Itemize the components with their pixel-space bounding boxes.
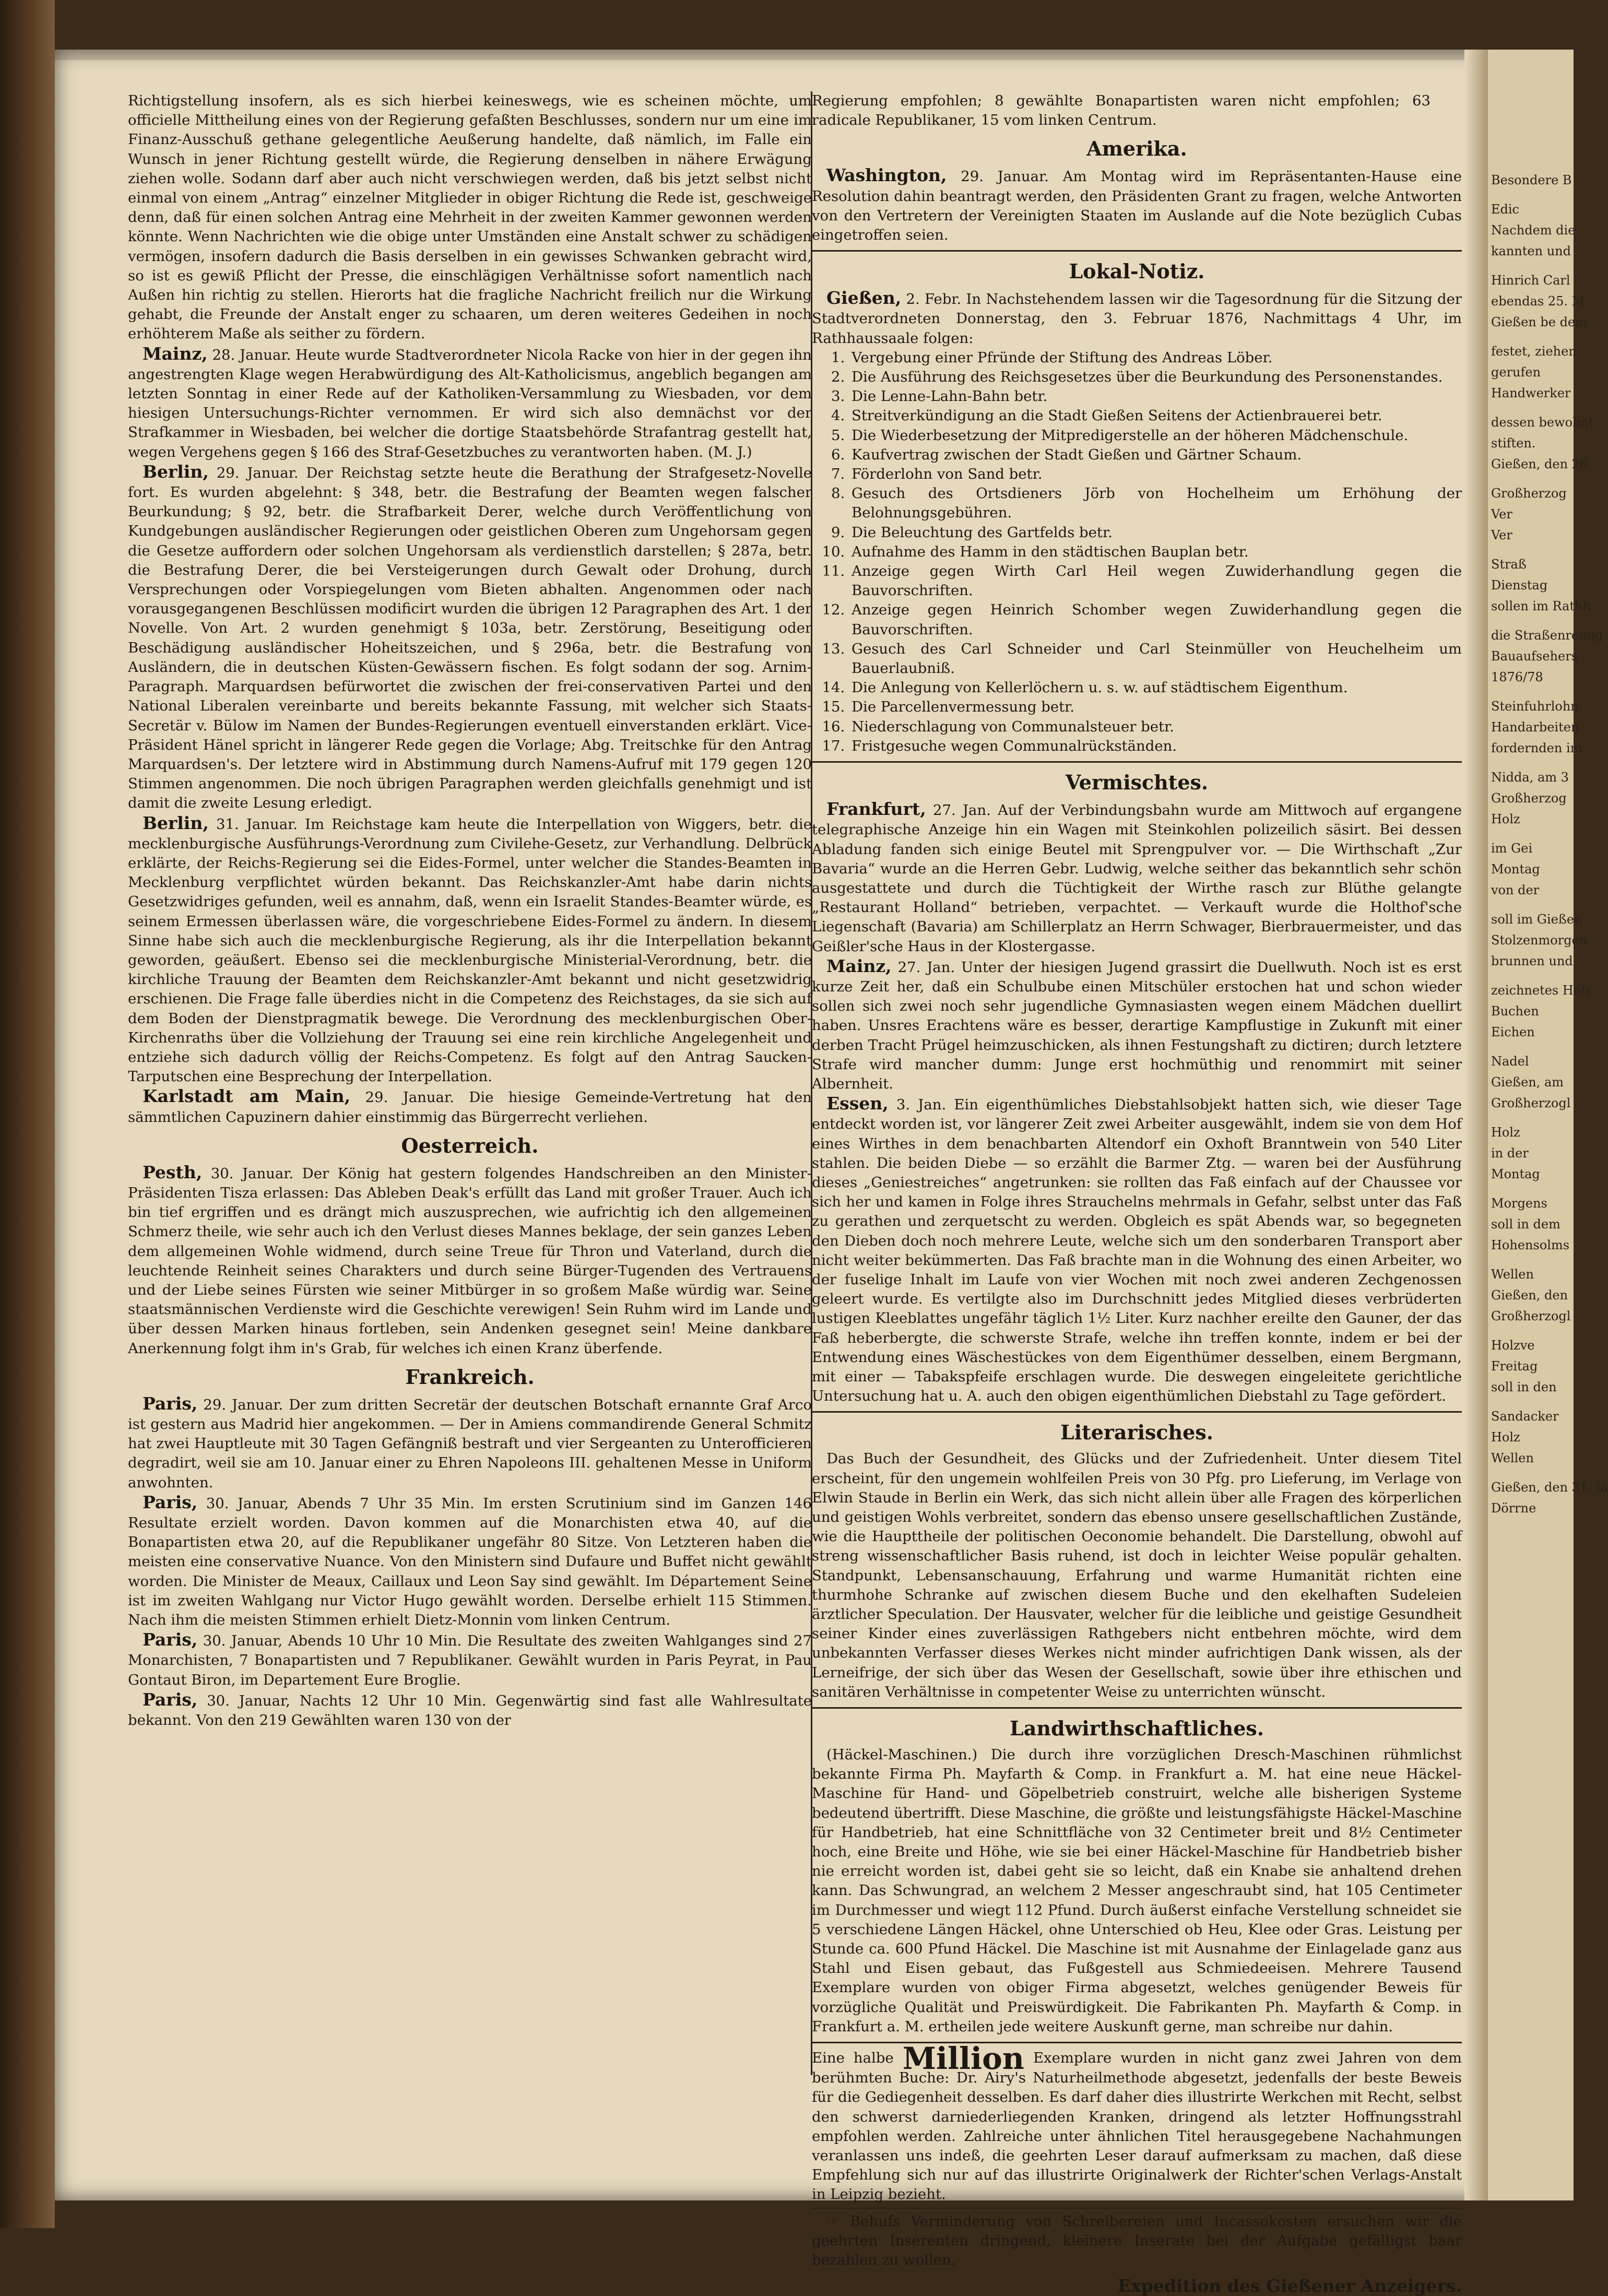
adjacent-text-line: Großherzogl xyxy=(1491,1096,1571,1110)
section-rule xyxy=(812,1707,1462,1709)
article-body: 27. Jan. Auf der Verbindungsbahn wurde am Mittwoch auf ergangene telegraphische Anzeige hin ein Wagen mit Steinkohlen polizeilich säsirt. Bei dessen Abladung fanden sich einige Beutel mit Sprengpulver vor. — Die Wirthschaft „Zur Bavaria“ wurde an die Herren Gebr. Ludwig, welche seither das bekanntlich sehr schön ausgestattete und durch die Tüchtigkeit der Wirthe rasch zur Blüthe gelangte „Restaurant Holland“ betrieben, verpachtet. — Verkauft wurde die Holthof'sche Liegenschaft (Bavaria) am Schillerplatz an Herrn Schwager, Bierbrauermeister, und das Geißler'sche Haus in der Klostergasse. xyxy=(812,802,1462,955)
agenda-item: 16. Niederschlagung von Communalsteuer betr. xyxy=(849,717,1462,737)
ad-body: Behufs Verminderung von Schreibereien und Incassokosten ersuchen wir die geehrten Inserenten dringend, kleinere Inserate bei der Aufgabe gefälligst baar bezahlen zu wollen. xyxy=(812,2212,1462,2268)
adjacent-text-line: von der xyxy=(1491,883,1540,897)
section-heading-literarisches: Literarisches. xyxy=(1060,1421,1213,1445)
dateline-pesth: Pesth, xyxy=(143,1162,203,1182)
article-literature: Das Buch der Gesundheit, des Glücks und der Zufriedenheit. Unter diesem Titel erscheint, für den ungemein wohlfeilen Preis von 30 Pfg. pro Lieferung, im Verlage von Elwin Staude in Berlin ein Werk, das sich nicht allein über alle Fragen des körperlichen und geistigen Wohls verbreitet, sondern das ebenso unsere gesellschaftlichen Zustände, wie die Haupttheile der politischen Oeconomie behandelt. Die Darstellung, obwohl auf streng wissenschaftlicher Basis ruhend, ist doch in leichter Weise populär gehalten. Standpunkt, Lebensanschauung, Erfahrung und warme Humanität richten eine thurmhohe Schranke auf zwischen diesem Buche und den ekelhaften Sudeleien ärztlicher Speculation. Der Hausvater, welcher für die leibliche und geistige Gesundheit seiner Kinder eines zuverlässigen Rathgebers nicht entbehren möchte, wird dem unbekannten Verfasser dieses Werkes nicht minder aufrichtigen Dank wissen, als der Lerneifrige, der sich über das Wesen der Gesellschaft, sowie über ihre ethischen und sanitären Verhältnisse in competenter Weise zu unterrichten wünscht. xyxy=(812,1450,1462,1700)
article-continuation: Richtigstellung insofern, als es sich hierbei keineswegs, wie es scheinen möchte, um officielle Mittheilung eines von der Regierung gefaßten Beschlusses, sondern nur um eine im Finanz-Ausschuß gethane gelegentliche Aeußerung handelte, daß nämlich, im Falle ein Wunsch in jener Richtung gestellt würde, die Regierung denselben in nähere Erwägung ziehen wolle. Sodann darf aber auch nicht verschwiegen werden, daß bis jetzt selbst nicht einmal von einem „Antrag“ einzelner Mitglieder in obiger Richtung die Rede ist, geschweige denn, daß für einen solchen Antrag eine Mehrheit in der zweiten Kammer gewonnen werden könnte. Wenn Nachrichten wie die obige unter Umständen eine Anstalt schwer zu schädigen vermögen, insofern dadurch die Basis derselben in ein gewisses Schwanken gebracht wird, so ist es gewiß Pflicht der Presse, die einschlägigen Verhältnisse sofort namentlich nach Außen hin richtig zu stellen. Hierorts hat die fragliche Nachricht freilich nur die Wirkung gehabt, die Freunde der Anstalt enger zu schaaren, um deren weiteres Gedeihen in noch erhöhterem Maße als seither zu fördern. xyxy=(128,92,812,342)
section-heading-lokal-notiz: Lokal-Notiz. xyxy=(1069,259,1205,283)
article-essen xyxy=(812,1094,1462,1406)
section-rule xyxy=(812,1411,1462,1413)
dateline-washington: Washington, xyxy=(826,165,947,186)
adjacent-page-text xyxy=(1488,50,1608,1516)
article-body: 28. Januar. Heute wurde Stadtverordneter Nicola Racke von hier in der gegen ihn angestrengten Klage wegen Herabwürdigung des Alt-Katholicismus, angeblich begangen am letzten Sonntag in einer Rede auf der Katholiken-Versammlung zu Wiesbaden, vor dem hiesigen Untersuchungs-Richter vernommen. Er wird sich also demnächst vor der Strafkammer in Wiesbaden, bei welcher die dortige Staatsbehörde Strafantrag gestellt hat, wegen Vergehens gegen § 166 des Straf-Gesetzbuches zu verantworten haben. (M. J.) xyxy=(128,346,812,460)
dateline-mainz: Mainz, xyxy=(143,343,208,364)
dateline-giessen: Gießen, xyxy=(826,288,902,309)
article-berlin-1 xyxy=(128,462,812,813)
adjacent-text-line: Nadel xyxy=(1491,1054,1529,1069)
agenda-item: 17. Fristgesuche wegen Communalrückständen. xyxy=(849,737,1462,756)
page-edge-shadow xyxy=(55,50,1488,60)
article-paris-4 xyxy=(128,1690,812,1730)
adjacent-text-line: Hohensolms xyxy=(1491,1238,1570,1252)
article-body: 2. Febr. In Nachstehendem lassen wir die Tagesordnung für die Sitzung der Stadtverordneten Donnerstag, den 3. Februar 1876, Nachmittags 4 Uhr, im Rathhaussaale folgen: xyxy=(812,291,1462,347)
adjacent-text-line: Wellen xyxy=(1491,1451,1534,1465)
adjacent-text-line: Steinfuhrlohn xyxy=(1491,699,1579,714)
adjacent-text-line: Montag xyxy=(1491,862,1540,877)
agenda-item: 3. Die Lenne-Lahn-Bahn betr. xyxy=(849,387,1462,406)
adjacent-text-line: dessen bewohnt xyxy=(1491,415,1594,430)
adjacent-text-line: Hinrich Carl xyxy=(1491,273,1570,288)
dateline-berlin: Berlin, xyxy=(143,812,209,833)
adjacent-text-line: Handwerker xyxy=(1491,386,1571,400)
agenda-item: 13. Gesuch des Carl Schneider und Carl Steinmüller von Heuchelheim um Bauerlaubniß. xyxy=(849,640,1462,678)
adjacent-text-line: Gießen, den 31. Ja xyxy=(1491,1480,1608,1495)
signature: Expedition des Gießener Anzeigers. xyxy=(1118,2276,1462,2296)
article-giessen xyxy=(812,288,1462,348)
article-mainz xyxy=(128,344,812,462)
adjacent-text-line: Stolzenmorgen xyxy=(1491,933,1588,948)
adjacent-text-line: brunnen und xyxy=(1491,954,1573,968)
ad-rule xyxy=(812,2208,1462,2209)
adjacent-text-line: ebendas 25. M xyxy=(1491,294,1585,309)
adjacent-text-line: Straß xyxy=(1491,557,1527,572)
article-frankfurt xyxy=(812,799,1462,956)
adjacent-text-line: Gießen be dem xyxy=(1491,315,1587,329)
ad-prefix: Eine xyxy=(812,2050,845,2067)
section-rule xyxy=(812,761,1462,763)
article-body: 29. Januar. Der zum dritten Secretär der deutschen Botschaft ernannte Graf Arco ist gestern aus Madrid hier angekommen. — Der in Amiens commandirende General Schmitz hat zwei Hauptleute mit 30 Tagen Gefängniß bestraft und vier Sergeanten zu Unterofficieren degradirt, weil sie am 10. Januar einer zu Ehren Napoleons III. gehaltenen Messe in Uniform anwohnten. xyxy=(128,1396,812,1491)
adjacent-text-line: Ver xyxy=(1491,507,1512,522)
article-agriculture: (Häckel-Maschinen.) Die durch ihre vorzüglichen Dresch-Maschinen rühmlichst bekannte Firma Ph. Mayfarth & Comp. in Frankfurt a. M. hat eine neue Häckel-Maschine für Hand- und Göpelbetrieb construirt, welche alle bisherigen Systeme bedeutend übertrifft. Diese Maschine, die größte und leistungsfähigste Häckel-Maschine für Handbetrieb, hat eine Schnittfläche von 32 Centimeter breit und 8½ Centimeter hoch, eine Breite und Höhe, wie sie bei einer Häckel-Maschine für Handbetrieb bisher nie erreicht worden ist, dabei geht sie so leicht, daß ein Knabe sie anhaltend drehen kann. Das Schwungrad, an welchem 2 Messer angeschraubt sind, hat 105 Centimeter im Durchmesser und wiegt 112 Pfund. Durch äußerst einfache Verstellung schneidet sie 5 verschiedene Längen Häckel, ohne Unterschied ob Heu, Klee oder Gras. Leistung per Stunde ca. 600 Pfund Häckel. Die Maschine ist mit Ausnahme der Einlagelade ganz aus Stahl und Eisen gebaut, das Fußgestell aus Schmiedeeisen. Mehrere Tausend Exemplare wurden von obiger Firma abgesetzt, welches genügender Beweis für vorzügliche Qualität und Preiswürdigkeit. Die Fabrikanten Ph. Mayfarth & Comp. in Frankfurt a. M. ertheilen jede weitere Auskunft gerne, man schreibe nur dahin. xyxy=(812,1746,1462,2035)
agenda-item: 1. Vergebung einer Pfründe der Stiftung des Andreas Löber. xyxy=(849,348,1462,368)
article-pesth xyxy=(128,1163,812,1358)
section-heading-vermischtes: Vermischtes. xyxy=(1065,771,1209,795)
adjacent-text-line: Nidda, am 3 xyxy=(1491,770,1569,785)
advertisement-million xyxy=(812,2040,1462,2205)
adjacent-text-line: Großherzog xyxy=(1491,486,1567,501)
adjacent-text-line: Dienstag xyxy=(1491,578,1548,593)
section-rule xyxy=(812,250,1462,252)
adjacent-text-line: Gießen, den xyxy=(1491,1288,1568,1303)
article-paris-2 xyxy=(128,1493,812,1630)
adjacent-text-line: festet, ziehen xyxy=(1491,344,1577,359)
agenda-item: 10. Aufnahme des Hamm in den städtischen Bauplan betr. xyxy=(849,542,1462,562)
agenda-list xyxy=(812,348,1462,756)
adjacent-text-line: Gießen, am xyxy=(1491,1075,1564,1090)
article-body: 3. Jan. Ein eigenthümliches Diebstahlsobjekt hatten sich, wie dieser Tage entdeckt worden ist, vor längerer Zeit zwei Arbeiter ausgewählt, indem sie von dem Hof eines Wirthes in dem benachbarten Altendorf ein Oxhoft Branntwein von 540 Liter stahlen. Die beiden Diebe — so erzählt die Barmer Ztg. — waren bei der Ausführung dieses „Geniestreiches“ angetrunken: sie rollten das Faß einfach auf der Chaussee vor sich her und kamen in Folge ihres Strauchelns mehrmals in Gefahr, selbst unter das Faß zu gerathen und zerquetscht zu werden. Obgleich es spät Abends war, so begegneten den Dieben doch noch mehrere Leute, welche sich um den sonderbaren Transport aber nicht weiter bekümmerten. Das Faß brachte man in die Wohnung des einen Arbeiter, wo der fuselige Inhalt im Laufe von vier Wochen mit noch zwei anderen Zechgenossen geleert wurde. Es vertilgte also im Durchschnitt jedes Mitglied dieses verbrüderten lustigen Kleeblattes ungefähr täglich 1½ Liter. Kurz nachher ereilte den Gauner, der das Faß heberbergte, die schwerste Strafe, welche ihn treffen konnte, indem er bei der Entwendung eines Wäschestückes von dem Eigenthümer desselben, einem Bergmann, mit einer — Tabakspfeife erschlagen wurde. Die deswegen eingeleitete gerichtliche Untersuchung hat u. A. auch den obigen eigenthümlichen Diebstahl zu Tage gefördert. xyxy=(812,1096,1462,1405)
book-spine xyxy=(0,0,55,2228)
dateline-paris: Paris, xyxy=(143,1689,198,1710)
adjacent-text-line: Eichen xyxy=(1491,1025,1535,1039)
section-heading-landwirthschaftliches: Landwirthschaftliches. xyxy=(1009,1717,1264,1741)
article-paris-3 xyxy=(128,1630,812,1690)
adjacent-text-line: zeichnetes Holz xyxy=(1491,983,1592,998)
agenda-item: 7. Förderlohn von Sand betr. xyxy=(849,465,1462,484)
adjacent-text-line: gerufen xyxy=(1491,365,1541,380)
adjacent-text-line: in der xyxy=(1491,1146,1529,1161)
article-mainz xyxy=(812,956,1462,1094)
adjacent-text-line: Bauaufsehers xyxy=(1491,649,1578,664)
section-heading-amerika: Amerika. xyxy=(1086,137,1187,161)
article-body: 30. Januar. Der König hat gestern folgendes Handschreiben an den Minister-Präsidenten Tisza erlassen: Das Ableben Deak's erfüllt das Land mit großer Trauer. Auch ich bin tief ergriffen und es drängt mich auszusprechen, wie aufrichtig ich den allgemeinen Schmerz theile, wie sehr auch ich den Verlust dieses Mannes beklage, der sein ganzes Leben dem allgemeinen Wohle widmend, durch seine Treue für Thron und Vaterland, durch die leuchtende Reinheit seines Charakters und durch seine Bürger-Tugenden des Vertrauens und der Liebe seines Fürsten wie seiner Mitbürger in so großem Maße würdig war. Seine staatsmännischen Verdienste wird die Geschichte verewigen! Sein Ruhm wird im Lande und über dessen Marken hinaus fortleben, sein Andenken gesegnet sein! Meine dankbare Anerkennung folgt ihm in's Grab, für welches ich einen Kranz überfende. xyxy=(128,1165,812,1357)
adjacent-text-line: Holz xyxy=(1491,812,1520,826)
adjacent-text-line: soll im Gießen xyxy=(1491,912,1582,927)
adjacent-text-line: Sandacker xyxy=(1491,1409,1559,1424)
adjacent-page-strip xyxy=(1488,50,1608,2200)
agenda-item: 4. Streitverkündigung an die Stadt Gießen Seitens der Actienbrauerei betr. xyxy=(849,406,1462,425)
agenda-item: 6. Kaufvertrag zwischen der Stadt Gießen und Gärtner Schaum. xyxy=(849,445,1462,465)
adjacent-text-line: Edic xyxy=(1491,202,1519,217)
article-continuation: Regierung empfohlen; 8 gewählte Bonapartisten waren nicht empfohlen; 63 radicale Republikaner, 15 vom linken Centrum. xyxy=(812,92,1430,129)
page-gutter xyxy=(1464,50,1491,2200)
adjacent-text-line: Holzve xyxy=(1491,1338,1535,1353)
section-heading-frankreich: Frankreich. xyxy=(405,1365,535,1389)
agenda-item: 9. Die Beleuchtung des Gartfelds betr. xyxy=(849,523,1462,542)
adjacent-text-line: Montag xyxy=(1491,1167,1540,1181)
agenda-item: 8. Gesuch des Ortsdieners Jörb von Hochelheim um Erhöhung der Belohnungsgebühren. xyxy=(849,484,1462,523)
right-column xyxy=(812,91,1462,2296)
adjacent-text-line: Buchen xyxy=(1491,1004,1539,1019)
ad-body: Exemplare wurden in nicht ganz zwei Jahren von dem berühmten Buche: Dr. Airy's Naturheilmethode abgesetzt, jedenfalls der beste Beweis für die Gediegenheit desselben. Es darf daher dies illustrirte Werkchen mit Recht, selbst den schwerst darniederliegenden Kranken, dringend als letzter Hoffnungsstrahl empfohlen werden. Zahlreiche unter ähnlichen Titel herausgegebene Nachahmungen veranlassen uns indeß, die geehrten Leser darauf aufmerksam zu machen, daß diese Empfehlung sich nur auf das illustrirte Originalwerk der Richter'schen Verlags-Anstalt in Leipzig bezieht. xyxy=(812,2050,1462,2203)
article-body: 29. Januar. Am Montag wird im Repräsentanten-Hause eine Resolution dahin beantragt werden, den Präsidenten Grant zu fragen, welche Antworten von den Vertretern der Vereinigten Staaten im Auslande auf die Note bezüglich Cubas eingetroffen seien. xyxy=(812,168,1462,244)
adjacent-text-line: Freitag xyxy=(1491,1359,1538,1374)
dateline-berlin: Berlin, xyxy=(143,461,209,482)
pointing-hand-icon: ☞ xyxy=(826,2212,850,2230)
article-body: 30. Januar, Abends 7 Uhr 35 Min. Im ersten Scrutinium sind im Ganzen 146 Resultate erzielt worden. Davon kommen auf die Monarchisten etwa 40, auf die Bonapartisten etwa 20, auf die Republikaner ungefähr 80 Sitze. Von Letzteren haben die meisten eine conservative Nuance. Von den Ministern sind Dufaure und Buffet nicht gewählt worden. Die Minister de Meaux, Caillaux und Leon Say sind gewählt. Im Département Seine ist im zweiten Wahlgang nur Victor Hugo gewählt worden. Derselbe erhielt 115 Stimmen. Nach ihm die meisten Stimmen erhielt Dietz-Monnin vom linken Centrum. xyxy=(128,1495,812,1629)
adjacent-text-line: Besondere B xyxy=(1491,173,1572,187)
adjacent-text-line: Ver xyxy=(1491,528,1512,542)
adjacent-text-line: Nachdem die xyxy=(1491,223,1576,238)
dateline-essen: Essen, xyxy=(826,1093,889,1114)
adjacent-text-line: Großherzog xyxy=(1491,791,1567,806)
adjacent-text-line: Morgens xyxy=(1491,1196,1547,1211)
adjacent-text-line: im Gei xyxy=(1491,841,1533,856)
adjacent-text-line: soll in den xyxy=(1491,1380,1557,1394)
agenda-item: 11. Anzeige gegen Wirth Carl Heil wegen Zuwiderhandlung gegen die Bauvorschriften. xyxy=(849,562,1462,600)
advertisement-notice xyxy=(812,2212,1462,2270)
adjacent-text-line: Wellen xyxy=(1491,1267,1534,1282)
adjacent-text-line: kannten und xyxy=(1491,244,1571,258)
dateline-paris: Paris, xyxy=(143,1492,198,1512)
adjacent-text-line: Holz xyxy=(1491,1125,1520,1140)
adjacent-text-line: fordernden im xyxy=(1491,741,1582,755)
dateline-paris: Paris, xyxy=(143,1629,198,1650)
article-washington xyxy=(812,165,1462,245)
ad-headline: Million xyxy=(902,2040,1024,2076)
adjacent-text-line: Gießen, den 26. xyxy=(1491,457,1592,471)
agenda-item: 15. Die Parcellenvermessung betr. xyxy=(849,697,1462,717)
adjacent-text-line: stiften. xyxy=(1491,436,1536,451)
adjacent-text-line: soll in dem xyxy=(1491,1217,1560,1232)
adjacent-text-line: Großherzogl xyxy=(1491,1309,1571,1323)
agenda-item: 2. Die Ausführung des Reichsgesetzes über die Beurkundung des Personenstandes. xyxy=(849,368,1462,387)
article-body: 29. Januar. Die hiesige Gemeinde-Vertretung hat den sämmtlichen Capuzinern dahier einstimmig das Bürgerrecht verliehen. xyxy=(128,1089,812,1126)
article-body: 30. Januar, Nachts 12 Uhr 10 Min. Gegenwärtig sind fast alle Wahlresultate bekannt. Von den 219 Gewählten waren 130 von der xyxy=(128,1692,812,1729)
article-body: 27. Jan. Unter der hiesigen Jugend grassirt die Duellwuth. Noch ist es erst kurze Zeit her, daß ein Schulbube einen Mitschüler erstochen hat und schon wieder sollen sich zwei noch sehr jugendliche Gymnasiasten wegen einem Mädchen duellirt haben. Unsres Erachtens wäre es besser, derartige Kampflustige in Zukunft mit einer derben Tracht Prügel heimzuschicken, als ihnen Festungshaft zu dictiren; durch letztere Strafe wird mancher dumm: Junge erst hochmüthig und renommirt mit seiner Albernheit. xyxy=(812,958,1462,1092)
dateline-karlstadt: Karlstadt am Main, xyxy=(143,1086,351,1107)
agenda-item: 14. Die Anlegung von Kellerlöchern u. s. w. auf städtischem Eigenthum. xyxy=(849,678,1462,697)
article-paris-1 xyxy=(128,1394,812,1493)
left-column xyxy=(128,91,812,2070)
dateline-paris: Paris, xyxy=(143,1393,198,1414)
article-karlstadt xyxy=(128,1086,812,1127)
ad-prefix: halbe xyxy=(853,2050,894,2067)
adjacent-text-line: die Straßenreinig xyxy=(1491,628,1603,643)
adjacent-text-line: Handarbeiten xyxy=(1491,720,1579,735)
adjacent-text-line: Holz xyxy=(1491,1430,1520,1445)
article-body: 30. Januar, Abends 10 Uhr 10 Min. Die Resultate des zweiten Wahlganges sind 27 Monarchisten, 7 Bonapartisten und 7 Republikaner. Gewählt wurden in Paris Peyrat, in Pau Gontaut Biron, im Departement Eure Broglie. xyxy=(128,1632,812,1688)
adjacent-text-line: sollen im Rathh xyxy=(1491,599,1591,613)
agenda-item: 5. Die Wiederbesetzung der Mitpredigerstelle an der höheren Mädchenschule. xyxy=(849,426,1462,445)
adjacent-text-line: 1876/78 xyxy=(1491,670,1543,684)
agenda-item: 12. Anzeige gegen Heinrich Schomber wegen Zuwiderhandlung gegen die Bauvorschriften. xyxy=(849,600,1462,639)
article-body: 31. Januar. Im Reichstage kam heute die Interpellation von Wiggers, betr. die mecklenburgische Ausführungs-Verordnung zum Civilehe-Gesetz, zur Verhandlung. Delbrück erklärte, der Reichs-Regierung sei die Eides-Formel, unter welcher die Standes-Beamten in Mecklenburg verpflichtet würden bekannt. Das Reichskanzler-Amt habe darin nichts Gesetzwidriges gefunden, weil es annahm, daß, wenn ein Israelit Standes-Beamter würde, es seinem Ermessen überlassen wäre, die vorgeschriebene Eides-Formel zu ändern. In diesem Sinne habe sich auch die mecklenburgische Regierung, als ihr die Interpellation bekannt geworden, geäußert. Ebenso sei die mecklenburgische Ministerial-Verordnung, betr. die kirchliche Trauung der Beamten dem Reichskanzler-Amt bekannt und nicht gesetzwidrig erschienen. Die Frage falle überdies nicht in die Competenz des Reichstages, da sie sich auf dem Boden der Dienstpragmatik bewege. Die Verordnung des mecklenburgischen Ober-Kirchenraths über die Vollziehung der Trauung sei eine rein kirchliche Angelegenheit und entziehe sich dadurch völlig der Reichs-Competenz. Es folgt auf den Antrag Saucken-Tarputschen eine Besprechung der Interpellation. xyxy=(128,815,812,1085)
article-body: 29. Januar. Der Reichstag setzte heute die Berathung der Strafgesetz-Novelle fort. Es wurden abgelehnt: § 348, betr. die Bestrafung der Beamten wegen falscher Beurkundung; § 92, betr. die Strafbarkeit Derer, welche durch Veröffentlichung von Kundgebungen ausländischer Regierungen oder geistlichen Oberen zum Ungehorsam gegen die Gesetze auffordern oder solchen Ungehorsam als verdienstlich darstellen; § 287a, betr. die Bestrafung Derer, die bei Versteigerungen durch Gewalt oder Drohung, durch Versprechungen oder Vorspiegelungen vom Bieten abhalten. Angenommen oder nach vorausgegangenen Beschlüssen modificirt wurden die übrigen 12 Paragraphen des Art. 1 der Novelle. Von Art. 2 wurden genehmigt § 103a, betr. Zerstörung, Beseitigung oder Beschädigung ausländischer Hoheitszeichen, und § 296a, betr. die Bestrafung von Ausländern, die in deutschen Küsten-Gewässern fischen. Es folgt sodann der sog. Arnim-Paragraph. Marquardsen befürwortet die zwischen der frei-conservativen Partei und den National Liberalen vereinbarte und bereits bekannte Fassung, mit welcher sich Staats-Secretär v. Bülow im Namen der Bundes-Regierungen eventuell einverstanden erklärt. Vice-Präsident Hänel spricht in längerer Rede gegen die Vorlage; Abg. Treitschke für den Antrag Marquardsen's. Der letztere wird in Abstimmung durch Namens-Aufruf mit 179 gegen 120 Stimmen angenommen. Die noch übrigen Paragraphen werden gleichfalls genehmigt und ist damit die zweite Lesung erledigt. xyxy=(128,464,812,812)
section-heading-oesterreich: Oesterreich. xyxy=(401,1133,539,1157)
article-berlin-2 xyxy=(128,813,812,1087)
dateline-mainz: Mainz, xyxy=(826,955,892,976)
adjacent-text-line: Dörrne xyxy=(1491,1501,1536,1516)
dateline-frankfurt: Frankfurt, xyxy=(826,799,926,820)
